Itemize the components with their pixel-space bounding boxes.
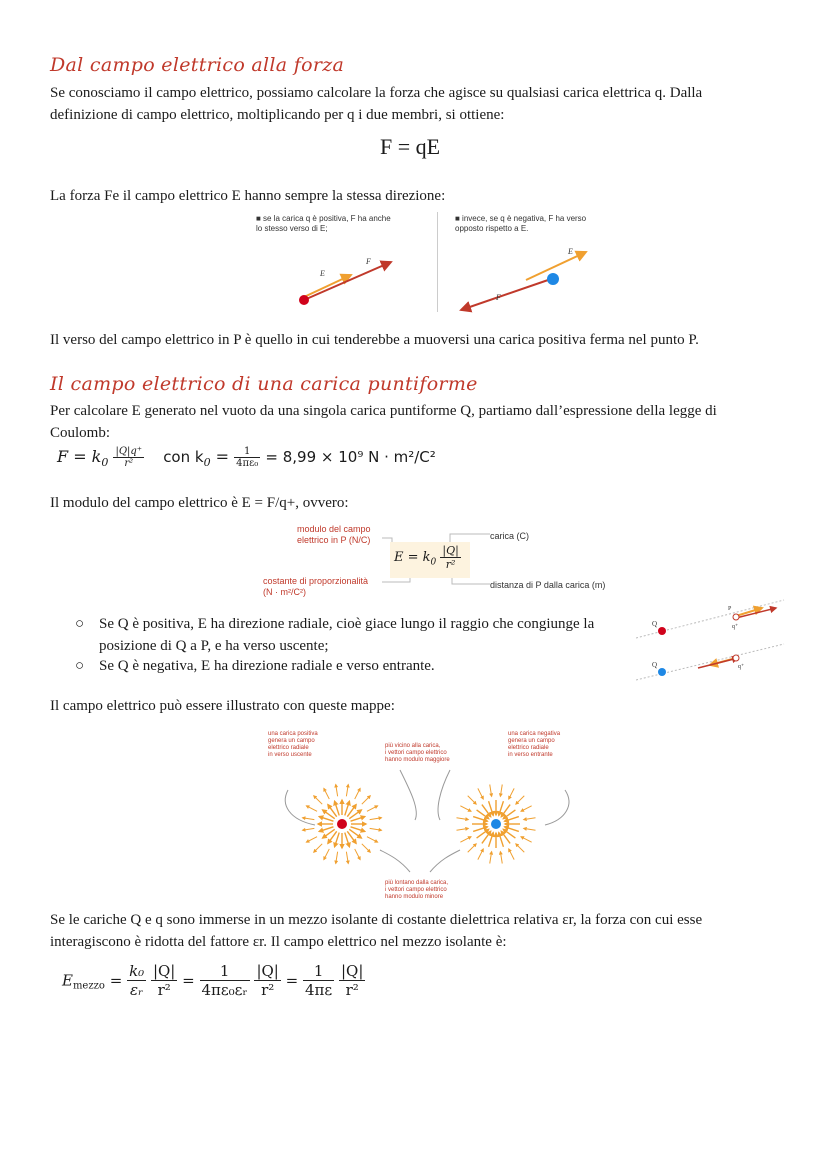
bullet-circle-icon: ○ xyxy=(75,658,85,674)
box-den: r² xyxy=(445,558,456,571)
field-map-figure xyxy=(260,760,590,880)
map-neg-1: una carica negativa xyxy=(508,731,561,737)
coulomb-den: r² xyxy=(124,458,134,469)
label-F-left: F xyxy=(366,257,371,266)
field-vector xyxy=(456,818,468,820)
coulomb-equation: $F = k_0$ $\frac{|Q|q^+}{\text{r²}}$ con $k_0$ = $\frac{1}{\text{4πε₀}}$ = 8,99 × 10⁹ N · m²/C² xyxy=(57,446,436,470)
field-vector xyxy=(468,844,476,852)
field-vector xyxy=(489,833,494,847)
label-E-left: E xyxy=(320,269,325,278)
paragraph-verso: Il verso del campo elettrico in P è quello in cui tenderebbe a muoversi una carica positiva ferma nel punto P. xyxy=(50,332,699,348)
bullet2-text: Se Q è negativa, E ha direzione radiale e verso entrante. xyxy=(99,658,435,674)
mezzo-frac-4 xyxy=(254,962,280,999)
label-modulo-2: elettrico in P (N/C) xyxy=(297,535,371,545)
f5-den: 4πε xyxy=(305,981,333,999)
positive-charge-icon xyxy=(299,295,309,305)
field-vector xyxy=(306,837,317,842)
coulomb-fraction xyxy=(113,446,144,469)
f2-den: r² xyxy=(157,981,171,999)
map-pos-4: in verso uscente xyxy=(268,752,312,758)
field-vector xyxy=(367,806,378,811)
label-F-right: F xyxy=(496,293,501,302)
field-vector xyxy=(473,817,487,822)
eq-2: = xyxy=(182,971,195,990)
label-costante-2: (N · m²/C²) xyxy=(263,587,306,597)
mezzo-frac-3 xyxy=(200,962,250,999)
map-neg-3: elettrico radiale xyxy=(508,745,549,751)
field-vector xyxy=(509,788,514,799)
coulomb-line-1: Per calcolare E generato nel vuoto da una singola carica puntiforme Q, partiamo dall’espressione della legge di xyxy=(50,403,717,419)
map-neg-4: in verso entrante xyxy=(508,752,553,758)
label-distanza: distanza di P dalla carica (m) xyxy=(490,580,606,590)
bullet1-line-2: posizione di Q a P, e ha verso uscente; xyxy=(99,638,329,654)
field-vector xyxy=(346,852,348,864)
box-sub: 0 xyxy=(430,557,437,568)
field-vector xyxy=(306,806,317,811)
f6-den: r² xyxy=(345,981,359,999)
label-costante-1: costante di proporzionalità xyxy=(263,576,369,586)
f4-den: r² xyxy=(261,981,275,999)
map-mid-2: i vettori campo elettrico xyxy=(385,750,447,756)
field-vector xyxy=(351,827,365,832)
map-bot-2: i vettori campo elettrico xyxy=(385,887,447,893)
map-neg-2: genera un campo xyxy=(508,738,555,744)
f4-num: |Q| xyxy=(256,962,279,980)
field-vector xyxy=(355,788,360,799)
field-vector xyxy=(370,818,382,820)
k-fraction xyxy=(234,446,260,469)
field-vector xyxy=(319,817,333,822)
label-carica: carica (C) xyxy=(490,531,530,541)
side-Q-bottom: Q xyxy=(652,661,658,669)
map-positive-charge xyxy=(337,819,347,829)
map-pos-3: elettrico radiale xyxy=(268,745,309,751)
field-vector xyxy=(478,849,483,860)
field-vector xyxy=(370,828,382,830)
coulomb-sub: 0 xyxy=(101,456,109,470)
field-arrow-left xyxy=(304,275,351,297)
map-mid-3: hanno modulo maggiore xyxy=(385,757,450,763)
paragraph-coulomb xyxy=(50,400,780,444)
field-vector xyxy=(362,844,370,852)
fig-right-caption-2: opposto rispetto a E. xyxy=(455,224,529,233)
mezzo-frac-2 xyxy=(151,962,177,999)
field-vector xyxy=(314,844,322,852)
field-vector xyxy=(521,837,532,842)
box-num: |Q| xyxy=(442,544,459,557)
f5-num: 1 xyxy=(303,962,334,981)
mezzo-frac-1 xyxy=(127,962,146,999)
force-direction-figure xyxy=(256,240,636,315)
field-vector xyxy=(324,788,329,799)
box-lhs: E = k xyxy=(394,550,431,565)
section-title-point-charge: Il campo elettrico di una carica puntiforme xyxy=(50,373,478,395)
field-vector xyxy=(524,828,536,830)
field-vector xyxy=(335,833,340,847)
pointer-curve-bottom-left xyxy=(380,850,410,872)
field-vector xyxy=(516,796,524,804)
side-positive-charge xyxy=(658,627,666,635)
mezzo-equation xyxy=(62,962,365,999)
intro-line-1: Se conosciamo il campo elettrico, possiamo calcolare la forza che agisce su qualsiasi carica elettrica q. Dalla xyxy=(50,85,703,101)
field-vector xyxy=(351,817,365,822)
emezzo-sub: mezzo xyxy=(72,980,105,992)
label-E-right: E xyxy=(568,247,573,256)
field-vector xyxy=(302,828,314,830)
f1-den: εᵣ xyxy=(129,981,144,999)
mezzo-line-2: interagiscono è ridotta del fattore εr. Il campo elettrico nel mezzo isolante è: xyxy=(50,934,507,950)
bullet-circle-icon: ○ xyxy=(75,616,85,632)
field-vector xyxy=(505,817,519,822)
field-vector xyxy=(524,818,536,820)
list-item-negative xyxy=(75,655,615,677)
field-vector xyxy=(345,833,350,847)
map-pos-1: una carica positiva xyxy=(268,731,318,737)
field-vector xyxy=(336,784,338,796)
force-arrow-left xyxy=(304,262,391,300)
field-vector xyxy=(468,796,476,804)
f3-num: 1 xyxy=(200,962,250,981)
field-vector xyxy=(490,784,492,796)
fig-left-caption-1: ■ se la carica q è positiva, F ha anche xyxy=(256,214,391,223)
field-vector xyxy=(345,801,350,815)
paragraph-maps: Il campo elettrico può essere illustrato con queste mappe: xyxy=(50,698,395,714)
mezzo-frac-5 xyxy=(303,962,334,999)
equation-F-qE: F = qE xyxy=(380,134,441,159)
emezzo-E: E xyxy=(62,971,73,990)
field-vector xyxy=(499,833,504,847)
field-vector xyxy=(302,818,314,820)
field-vector xyxy=(505,827,519,832)
paragraph-modulo: Il modulo del campo elettrico è E = F/q+, ovvero: xyxy=(50,495,349,511)
field-vector xyxy=(516,844,524,852)
field-vector xyxy=(335,801,340,815)
k-sub: 0 xyxy=(203,456,211,470)
field-vector xyxy=(500,852,502,864)
eq-1: = xyxy=(109,971,123,990)
f3-den: 4πε₀εᵣ xyxy=(201,981,248,999)
list-item-positive xyxy=(75,613,615,657)
k-num: 1 xyxy=(234,446,260,458)
field-vector xyxy=(499,801,504,815)
fig-right-caption xyxy=(455,214,630,234)
coulomb-line-2: Coulomb: xyxy=(50,425,111,441)
map-negative-charge xyxy=(491,819,501,829)
pointer-curve-bottom-right xyxy=(430,850,460,872)
field-vector xyxy=(367,837,378,842)
map-label-farther xyxy=(385,880,448,901)
f2-num: |Q| xyxy=(152,962,176,980)
map-mid-1: più vicino alla carica, xyxy=(385,743,441,749)
k-den: 4πε₀ xyxy=(236,458,259,469)
pointer-curve-mid-left xyxy=(400,770,416,820)
force-arrow-right xyxy=(461,279,551,310)
paragraph-direction: La forza Fe il campo elettrico E hanno sempre la stessa direzione: xyxy=(50,188,446,204)
negative-charge-icon xyxy=(547,273,559,285)
label-modulo xyxy=(297,524,371,546)
label-costante xyxy=(263,576,368,598)
side-Q-top: Q xyxy=(652,620,658,628)
map-pos-2: genera un campo xyxy=(268,738,315,744)
mezzo-line-1: Se le cariche Q e q sono immerse in un mezzo isolante di costante dielettrica relativa εr, la forza con cui esse xyxy=(50,912,703,928)
paragraph-mezzo xyxy=(50,909,780,953)
map-label-positive xyxy=(268,731,318,759)
coulomb-num: |Q|q⁺ xyxy=(115,446,143,457)
side-negative-charge xyxy=(658,668,666,676)
fig-right-caption-1: ■ invece, se q è negativa, F ha verso xyxy=(455,214,587,223)
field-vector xyxy=(490,852,492,864)
field-vector xyxy=(521,806,532,811)
field-vector xyxy=(336,852,338,864)
f1-num: k₀ xyxy=(129,962,145,980)
field-vector xyxy=(500,784,502,796)
k-value: = 8,99 × 10⁹ N · m²/C² xyxy=(265,448,436,466)
field-vector xyxy=(319,827,333,832)
fig-left-caption xyxy=(256,214,431,234)
pointer-curve-mid-right xyxy=(438,770,450,820)
map-label-negative xyxy=(508,731,560,759)
map-bot-1: più lontano dalla carica, xyxy=(385,880,449,886)
side-q-top: q⁺ xyxy=(732,624,739,630)
intro-line-2: definizione di campo elettrico, moltiplicando per q i due membri, si ottiene: xyxy=(50,107,505,123)
field-vector xyxy=(314,796,322,804)
side-q-bottom: q⁺ xyxy=(738,664,745,670)
field-vector xyxy=(346,784,348,796)
bullet1-line-1: Se Q è positiva, E ha direzione radiale, cioè giace lungo il raggio che congiunge la xyxy=(99,616,595,632)
con-k: con k xyxy=(163,448,204,466)
pointer-curve-right xyxy=(545,790,569,825)
eq-3: = xyxy=(285,971,299,990)
field-vector xyxy=(489,801,494,815)
map-bot-3: hanno modulo minore xyxy=(385,894,444,900)
field-vector xyxy=(473,827,487,832)
field-vector xyxy=(355,849,360,860)
paragraph-intro xyxy=(50,82,780,126)
f6-num: |Q| xyxy=(340,962,364,980)
label-modulo-1: modulo del campo xyxy=(297,524,371,534)
field-formula-box xyxy=(390,542,470,578)
field-vector xyxy=(509,849,514,860)
fig-left-caption-2: lo stesso verso di E; xyxy=(256,224,328,233)
section-title-force: Dal campo elettrico alla forza xyxy=(50,54,345,76)
field-vector xyxy=(456,828,468,830)
box-fraction xyxy=(440,544,460,571)
field-vector xyxy=(460,837,471,842)
radial-direction-figure xyxy=(636,596,786,684)
mezzo-frac-6 xyxy=(339,962,365,999)
side-P: P xyxy=(728,606,732,612)
field-vector xyxy=(460,806,471,811)
field-vector xyxy=(362,796,370,804)
field-vector xyxy=(324,849,329,860)
coulomb-lhs: F = k xyxy=(57,447,102,466)
field-vector xyxy=(478,788,483,799)
